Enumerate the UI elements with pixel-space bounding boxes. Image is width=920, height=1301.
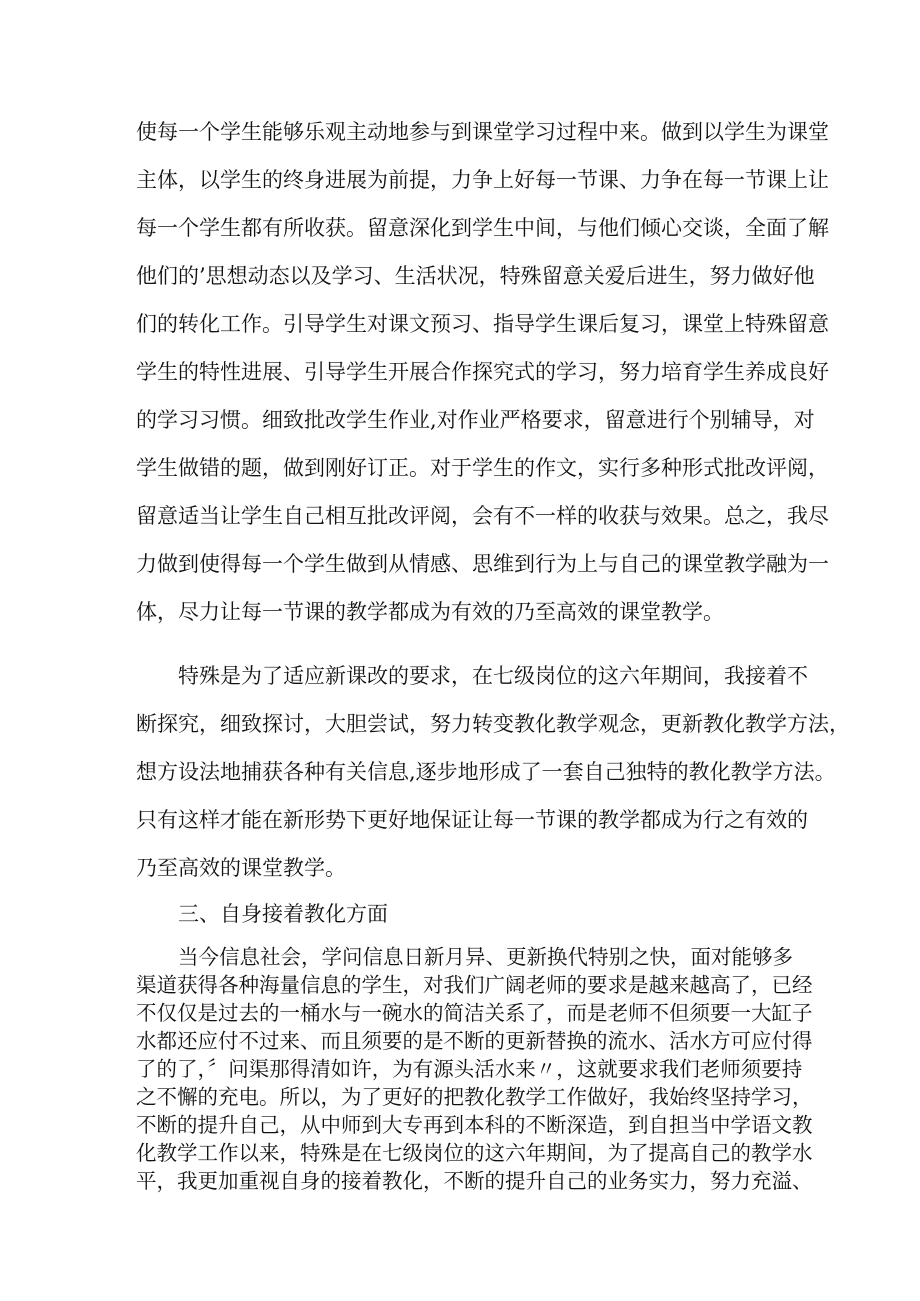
paragraph-1-line: 的学习习惯。细致批改学生作业,对作业严格要求，留意进行个别辅导，对: [136, 408, 815, 432]
paragraph-1-line: 力做到使得每一个学生做到从情感、思维到行为上与自己的课堂教学融为一: [136, 552, 829, 576]
paragraph-3-line: 平，我更加重视自身的接着教化，不断的提升自己的业务实力，努力充溢、: [136, 1169, 813, 1193]
paragraph-3-line: 之不懈的充电。所以，为了更好的把教化教学工作做好，我始终坚持学习，: [136, 1085, 813, 1109]
section-heading: 三、自身接着教化方面: [178, 902, 388, 926]
paragraph-1-line: 们的转化工作。引导学生对课文预习、指导学生课后复习，课堂上特殊留意: [136, 312, 829, 336]
paragraph-2-line: 想方设法地捕获各种有关信息,逐步地形成了一套自己独特的教化教学方法。: [136, 760, 836, 784]
paragraph-1-line: 留意适当让学生自己相互批改评阅，会有不一样的收获与效果。总之，我尽: [136, 504, 829, 528]
paragraph-1-line: 使每一个学生能够乐观主动地参与到课堂学习过程中来。做到以学生为课堂: [136, 120, 829, 144]
paragraph-2-line: 断探究，细致探讨，大胆尝试，努力转变教化教学观念，更新教化教学方法，: [136, 712, 850, 736]
paragraph-3-line: 当今信息社会，学问信息日新月异、更新换代特别之快，面对能够多: [178, 945, 793, 969]
paragraph-1-line: 学生的特性进展、引导学生开展合作探究式的学习，努力培育学生养成良好: [136, 360, 829, 384]
paragraph-3-line: 水都还应付不过来、而且须要的是不断的更新替换的流水、活水方可应付得: [136, 1029, 813, 1053]
paragraph-1-line: 主体，以学生的终身进展为前提，力争上好每一节课、力争在每一节课上让: [136, 168, 829, 192]
paragraph-1-line: 每一个学生都有所收获。留意深化到学生中间，与他们倾心交谈，全面了解: [136, 216, 829, 240]
paragraph-2-line: 只有这样才能在新形势下更好地保证让每一节课的教学都成为行之有效的: [136, 808, 808, 832]
paragraph-2-line: 特殊是为了适应新课改的要求，在七级岗位的这六年期间，我接着不: [178, 664, 808, 688]
paragraph-3-line: 不仅仅是过去的一桶水与一碗水的简洁关系了，而是老师不但须要一大缸子: [136, 1001, 813, 1025]
paragraph-3-line: 渠道获得各种海量信息的学生，对我们广阔老师的要求是越来越高了，已经: [136, 973, 813, 997]
paragraph-1-line: 体，尽力让每一节课的教学都成为有效的乃至高效的课堂教学。: [136, 600, 724, 624]
paragraph-1-line: 他们的’思想动态以及学习、生活状况，特殊留意关爱后进生，努力做好他: [136, 264, 815, 288]
paragraph-3-line: 了的了，〞问渠那得清如许，为有源头活水来〃，这就要求我们老师须要持: [136, 1057, 803, 1081]
paragraph-2-line: 乃至高效的课堂教学。: [136, 856, 346, 880]
paragraph-1-line: 学生做错的题，做到刚好订正。对于学生的作文，实行多种形式批改评阅，: [136, 456, 829, 480]
paragraph-3-line: 化教学工作以来，特殊是在七级岗位的这六年期间，为了提高自己的教学水: [136, 1141, 813, 1165]
paragraph-3-line: 不断的提升自己，从中师到大专再到本科的不断深造，到自担当中学语文教: [136, 1113, 813, 1137]
